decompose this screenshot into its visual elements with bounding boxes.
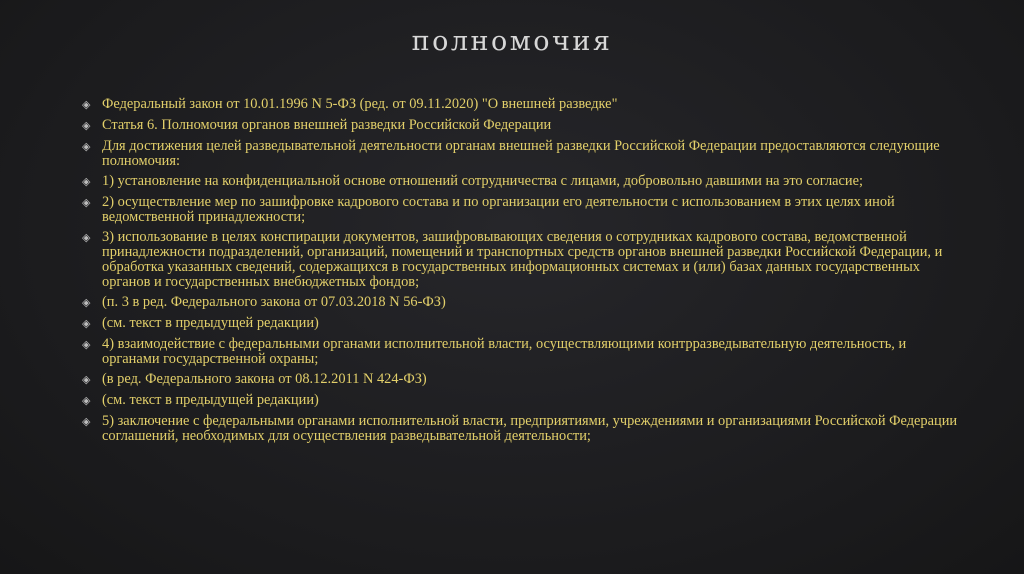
list-item-text: 2) осуществление мер по зашифровке кадрового состава и по организации его деятельности с использованием в этих целях иной ведомственной принадлежности; [102, 194, 895, 225]
slide-title: полномочия [411, 26, 613, 57]
list-item-text: Для достижения целей разведывательной деятельности органам внешней разведки Российской Федерации предоставляются следующие полномочия: [102, 138, 940, 169]
diamond-outline-icon: ◈ [82, 416, 91, 428]
diamond-outline-icon: ◈ [82, 197, 91, 209]
list-item-text: 1) установление на конфиденциальной основе отношений сотрудничества с лицами, добровольно давшими на это согласие; [102, 173, 864, 189]
list-item [82, 174, 962, 190]
diamond-outline-icon: ◈ [82, 141, 91, 153]
list-item [82, 393, 962, 409]
bullet-list [82, 97, 962, 449]
diamond-outline-icon: ◈ [82, 374, 91, 386]
list-item-text: (п. 3 в ред. Федерального закона от 07.03.2018 N 56-ФЗ) [102, 294, 446, 310]
diamond-outline-icon: ◈ [82, 297, 91, 309]
list-item [82, 139, 962, 169]
diamond-outline-icon: ◈ [82, 176, 91, 188]
list-item-text: Статья 6. Полномочия органов внешней разведки Российской Федерации [102, 117, 552, 133]
list-item [82, 230, 962, 290]
diamond-outline-icon: ◈ [82, 318, 91, 330]
list-item-text: 4) взаимодействие с федеральными органами исполнительной власти, осуществляющими контрразведывательную деятельность, и органами государственной охраны; [102, 336, 907, 367]
list-item-text: 3) использование в целях конспирации документов, зашифровывающих сведения о сотрудниках кадрового состава, ведомственной принадлежности подразделений, организаций, помещений и транспортных средств органов внешней разведки Российской Федерации, и обработка указанных сведений, содержащихся в государственных информационных системах и (или) базах данных государственных органов и государственных внебюджетных фондов; [102, 229, 943, 290]
list-item-text: (в ред. Федерального закона от 08.12.2011 N 424-ФЗ) [102, 371, 427, 387]
list-item-text: Федеральный закон от 10.01.1996 N 5-ФЗ (ред. от 09.11.2020) "О внешней разведке" [102, 96, 618, 112]
list-item-text: (см. текст в предыдущей редакции) [102, 392, 319, 408]
diamond-outline-icon: ◈ [82, 232, 91, 244]
list-item [82, 337, 962, 367]
list-item [82, 295, 962, 311]
diamond-outline-icon: ◈ [82, 120, 91, 132]
list-item-text: (см. текст в предыдущей редакции) [102, 315, 319, 331]
diamond-outline-icon: ◈ [82, 395, 91, 407]
list-item [82, 118, 962, 134]
list-item [82, 414, 962, 444]
diamond-outline-icon: ◈ [82, 99, 91, 111]
list-item [82, 195, 962, 225]
list-item [82, 316, 962, 332]
diamond-outline-icon: ◈ [82, 339, 91, 351]
list-item [82, 97, 962, 113]
list-item-text: 5) заключение с федеральными органами исполнительной власти, предприятиями, учреждениями и организациями Российской Федерации соглашений, необходимых для осуществления разведывательной деятельности; [102, 413, 958, 444]
list-item [82, 372, 962, 388]
